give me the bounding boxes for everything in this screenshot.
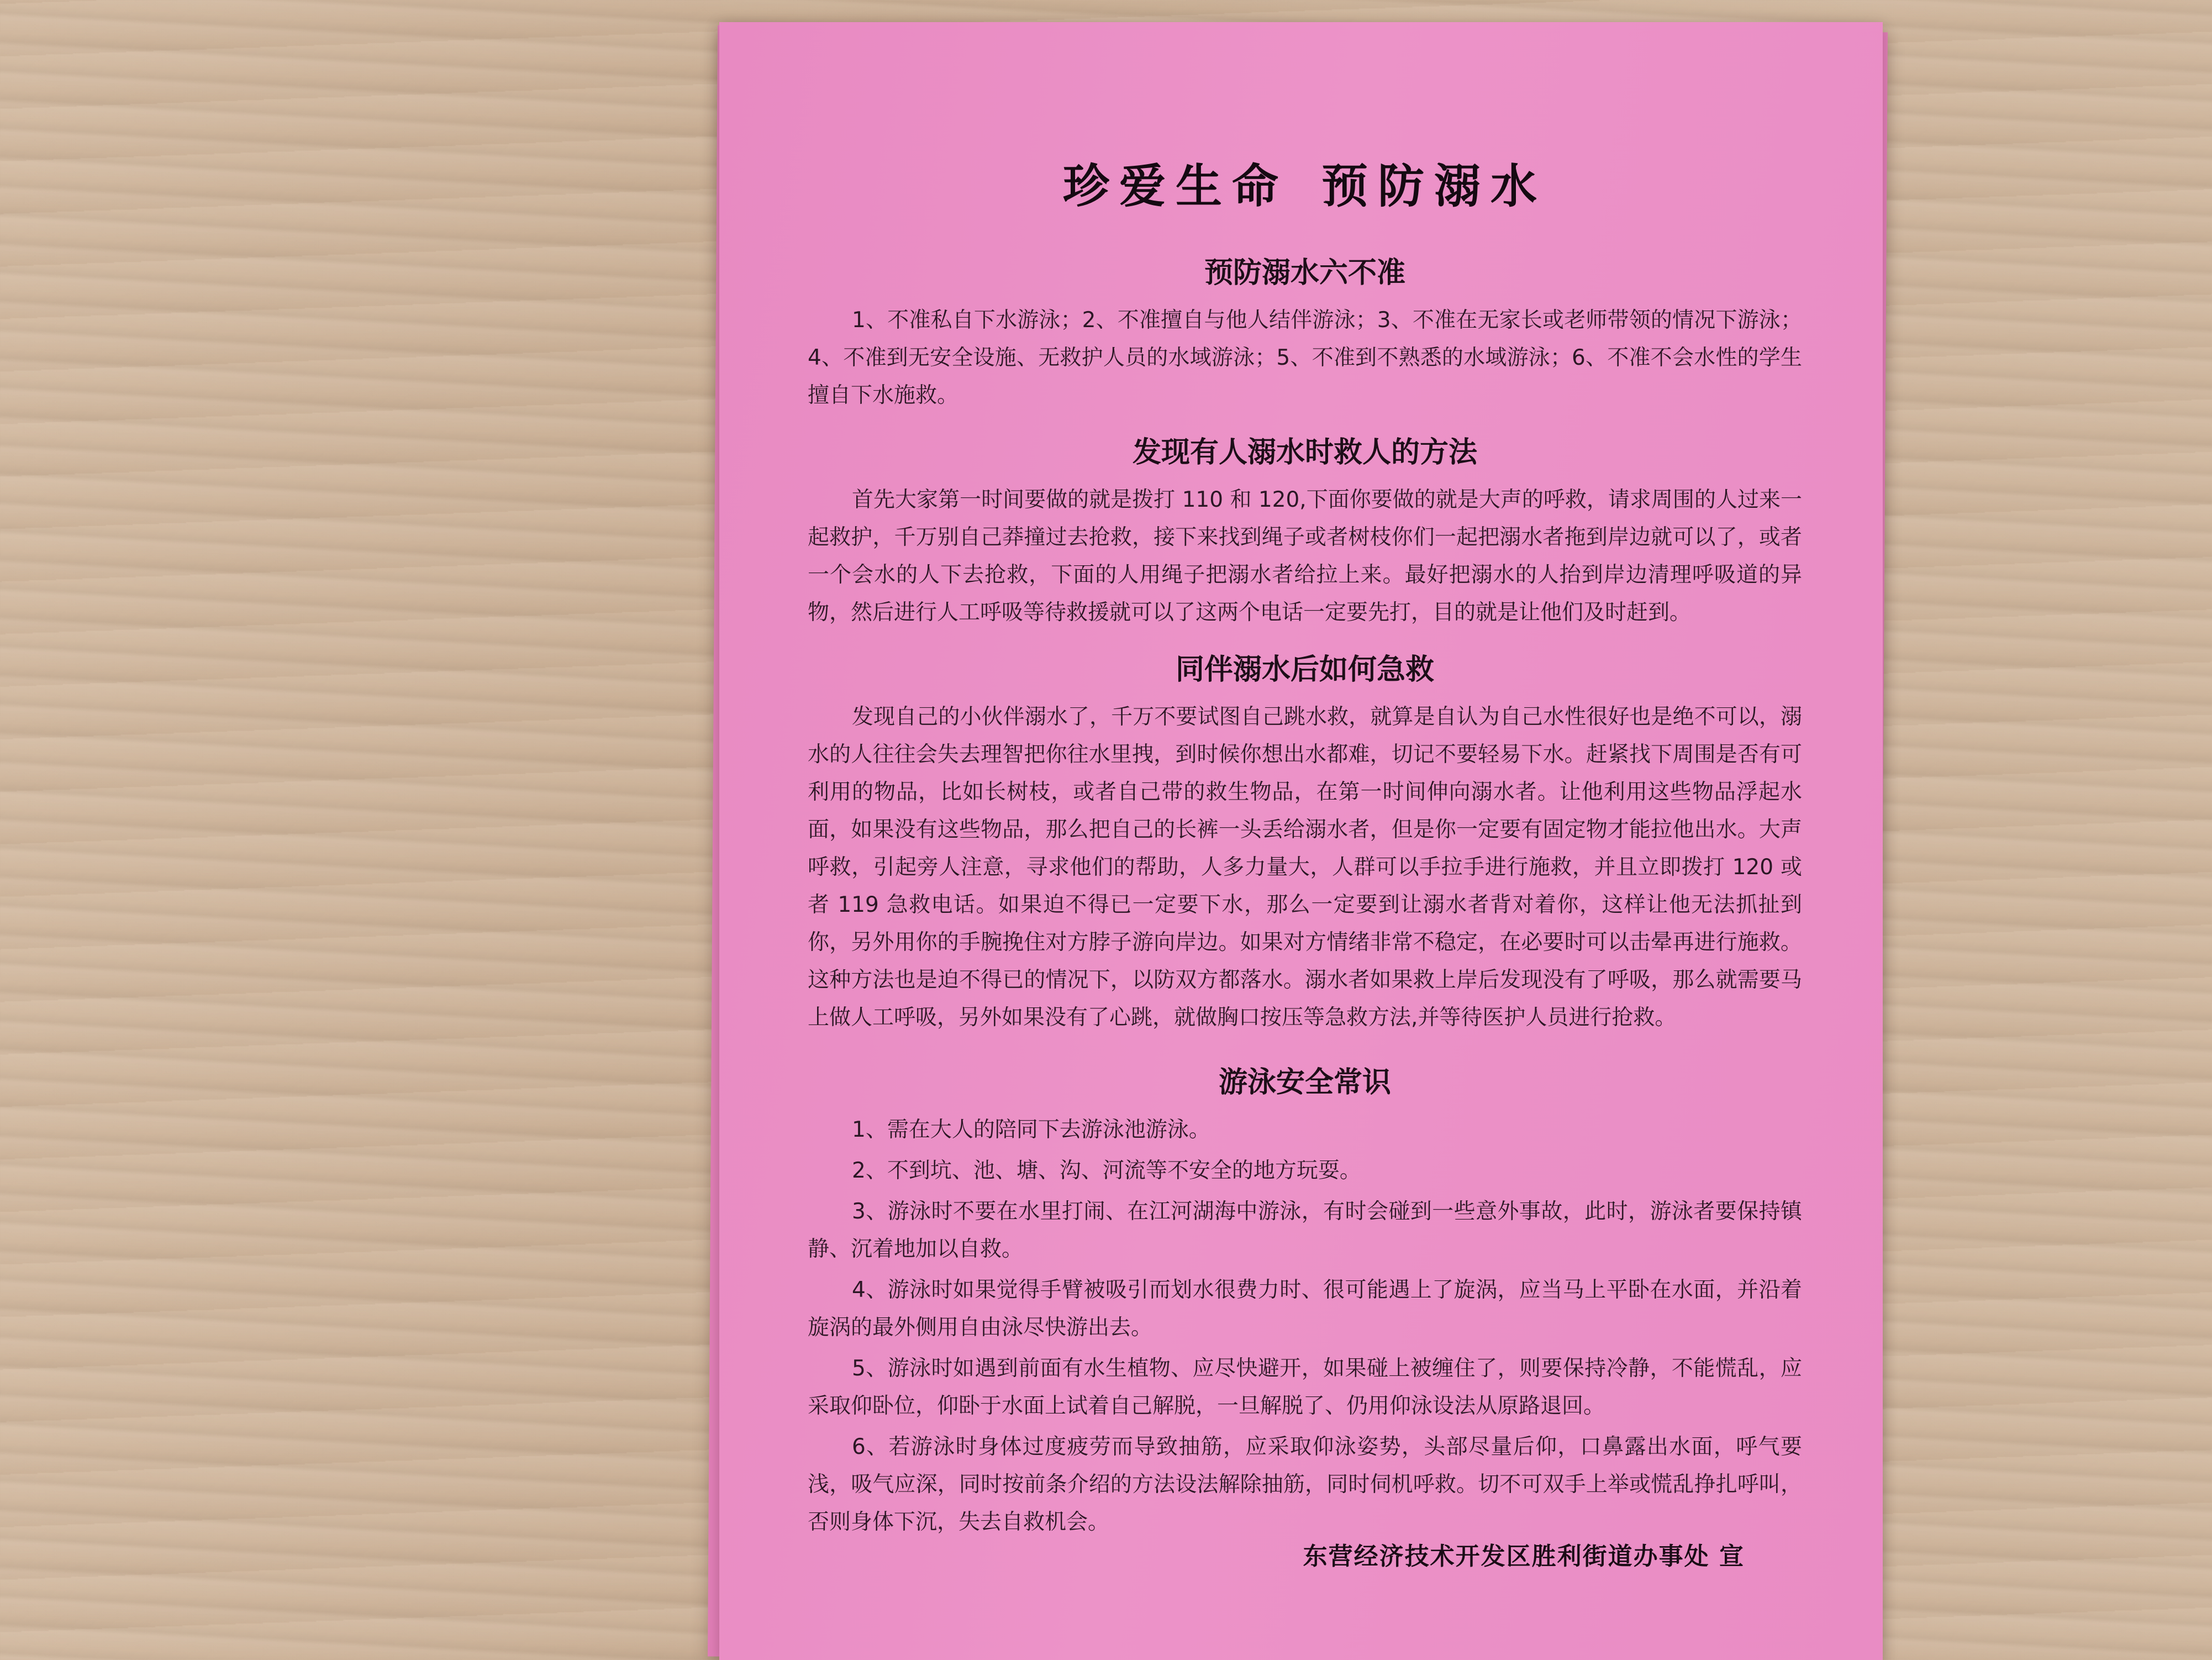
- swim-safety-item: 6、若游泳时身体过度疲劳而导致抽筋，应采取仰泳姿势，头部尽量后仰，口鼻露出水面，呼气要浅，吸气应深，同时按前条介绍的方法设法解除抽筋，同时伺机呼救。切不可双手上举或慌乱挣扎呼叫，否则身体下沉，失去自救机会。: [808, 1435, 1802, 1535]
- title-part-1: 珍爱生命: [1062, 159, 1288, 213]
- section-body-first-aid: 发现自己的小伙伴溺水了，千万不要试图自己跳水救，就算是自认为自己水性很好也是绝不可以，溺水的人往往会失去理智把你往水里拽，到时候你想出水都难，切记不要轻易下水。赶紧找下周围是否有可利用的物品，比如长树枝，或者自己带的救生物品，在第一时间伸向溺水者。让他利用这些物品浮起水面，如果没有这些物品，那么把自己的长裤一头丢给溺水者，但是你一定要有固定物才能拉他出水。大声呼救，引起旁人注意，寻求他们的帮助，人多力量大，人群可以手拉手进行施救，并且立即拨打 120 或者 119 急救电话。如果迫不得已一定要下水，那么一定要到让溺水者背对着你，这样让他无法抓扯到你，另外用你的手腕挽住对方脖子游向岸边。如果对方情绪非常不稳定，在必要时可以击晕再进行施救。这种方法也是迫不得已的情况下，以防双方都落水。溺水者如果救上岸后发现没有了呼吸，那么就需要马上做人工呼吸，另外如果没有了心跳，就做胸口按压等急救方法,并等待医护人员进行抢救。: [808, 705, 1802, 1030]
- swim-safety-item: 2、不到坑、池、塘、沟、河流等不安全的地方玩耍。: [852, 1158, 1361, 1183]
- swim-safety-item: 3、游泳时不要在水里打闹、在江河湖海中游泳，有时会碰到一些意外事故，此时，游泳者要保持镇静、沉着地加以自救。: [808, 1199, 1802, 1262]
- poster-content: [808, 133, 1802, 1545]
- section-body-six-prohibitions: 1、不准私自下水游泳；2、不准擅自与他人结伴游泳；3、不准在无家长或老师带领的情况下游泳；4、不准到无安全设施、无救护人员的水域游泳；5、不准到不熟悉的水域游泳；6、不准不会水性的学生擅自下水施救。: [808, 308, 1802, 408]
- section-heading-rescue-method: 发现有人溺水时救人的方法: [1132, 436, 1477, 469]
- section-heading-swim-safety: 游泳安全常识: [1218, 1066, 1391, 1099]
- title-part-2: 预防溺水: [1321, 159, 1547, 213]
- swim-safety-item: 4、游泳时如果觉得手臂被吸引而划水很费力时、很可能遇上了旋涡，应当马上平卧在水面，并沿着旋涡的最外侧用自由泳尽快游出去。: [808, 1278, 1802, 1340]
- section-heading-six-prohibitions: 预防溺水六不准: [1204, 256, 1405, 290]
- swim-safety-item: 5、游泳时如遇到前面有水生植物、应尽快避开，如果碰上被缠住了，则要保持冷静，不能慌乱，应采取仰卧位，仰卧于水面上试着自己解脱，一旦解脱了、仍用仰泳设法从原路退回。: [808, 1356, 1802, 1419]
- poster-title: [808, 149, 1802, 216]
- section-heading-first-aid: 同伴溺水后如何急救: [1175, 653, 1434, 686]
- swim-safety-item: 1、需在大人的陪同下去游泳池游泳。: [852, 1117, 1210, 1142]
- issuer-footer: 东营经济技术开发区胜利街道办事处 宣: [1303, 1542, 1745, 1570]
- pink-poster: [719, 22, 1883, 1660]
- section-body-rescue-method: 首先大家第一时间要做的就是拨打 110 和 120,下面你要做的就是大声的呼救，请求周围的人过来一起救护，千万别自己莽撞过去抢救，接下来找到绳子或者树枝你们一起把溺水者拖到岸边就可以了，或者一个会水的人下去抢救，下面的人用绳子把溺水者给拉上来。最好把溺水的人抬到岸边清理呼吸道的异物，然后进行人工呼吸等待救援就可以了这两个电话一定要先打，目的就是让他们及时赶到。: [808, 487, 1802, 625]
